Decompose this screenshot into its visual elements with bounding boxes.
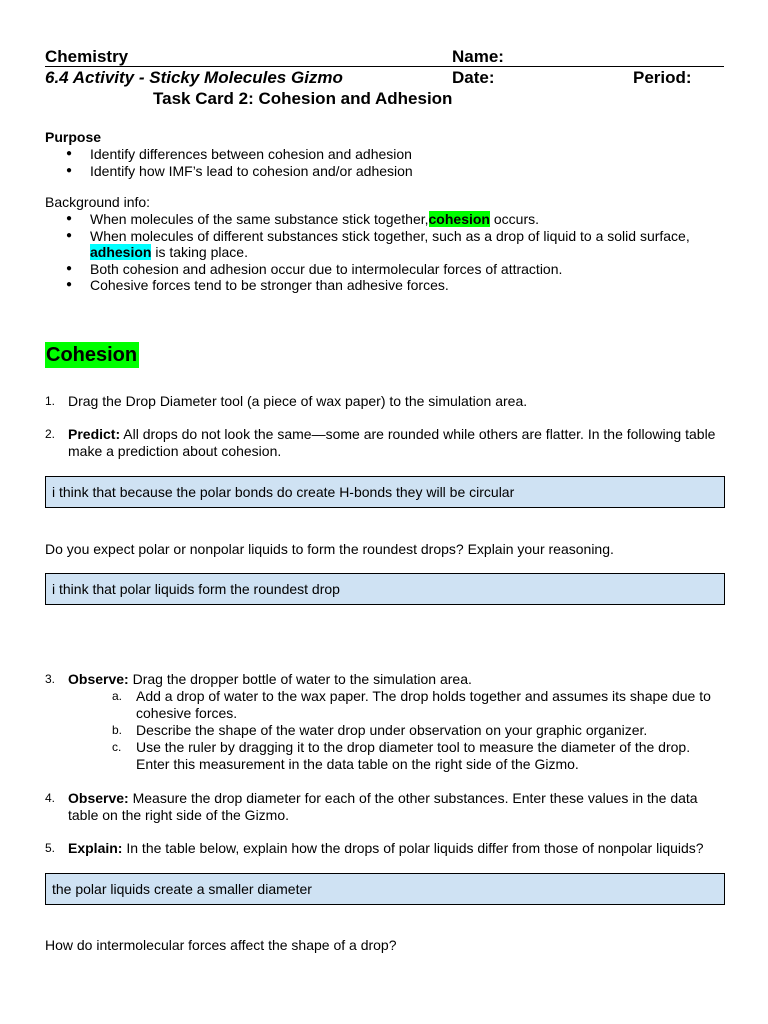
background-text: When molecules of the same substance stick together, <box>90 211 429 227</box>
background-item <box>45 211 725 228</box>
question-roundest-drops: Do you expect polar or nonpolar liquids to form the roundest drops? Explain your reasoning. <box>45 541 614 557</box>
step-label: Predict: <box>68 426 121 442</box>
step-3-sublist <box>112 688 724 773</box>
step-2 <box>45 426 725 460</box>
step-text: Drag the Drop Diameter tool (a piece of wax paper) to the simulation area. <box>68 393 528 409</box>
purpose-list <box>45 146 725 179</box>
background-text: When molecules of different substances stick together, such as a drop of liquid to a solid surface, <box>90 227 690 244</box>
answer-box-roundest[interactable]: i think that polar liquids form the roundest drop <box>45 573 725 605</box>
step-number: 4. <box>45 791 56 805</box>
step-number: 2. <box>45 427 56 441</box>
header-row <box>45 47 724 67</box>
step-text <box>68 790 725 824</box>
adhesion-highlight: adhesion <box>90 244 152 260</box>
period-label: Period: <box>633 68 692 87</box>
step-label: Observe: <box>68 790 129 806</box>
step-number: 1. <box>45 394 56 408</box>
background-list <box>45 211 725 294</box>
step-body: In the table below, explain how the drops of polar liquids differ from those of nonpolar liquids? <box>122 840 704 856</box>
sub-letter: a. <box>112 689 123 703</box>
step-number: 5. <box>45 841 56 855</box>
step-body: Drag the dropper bottle of water to the simulation area. <box>128 671 472 687</box>
background-item <box>45 228 725 261</box>
name-label: Name: <box>452 47 504 66</box>
step-text <box>68 840 725 857</box>
step-number: 3. <box>45 672 56 686</box>
background-text: is taking place. <box>151 244 248 260</box>
sub-item <box>112 688 724 722</box>
sub-letter: b. <box>112 723 123 737</box>
date-label: Date: <box>452 68 495 87</box>
step-label: Explain: <box>68 840 123 856</box>
answer-box-prediction[interactable]: i think that because the polar bonds do create H-bonds they will be circular <box>45 476 725 508</box>
step-text <box>68 426 725 460</box>
section-heading-cohesion: Cohesion <box>46 344 138 366</box>
sub-item <box>112 722 724 739</box>
sub-text: Use the ruler by dragging it to the drop diameter tool to measure the diameter of the drop. Enter this measurement in the data table on the right side of the Gizmo. <box>136 739 691 772</box>
step-5 <box>45 840 725 857</box>
step-body: All drops do not look the same—some are rounded while others are flatter. In the following table make a prediction about cohesion. <box>68 426 716 459</box>
cohesion-highlight: cohesion <box>428 211 490 227</box>
sub-text: Describe the shape of the water drop under observation on your graphic organizer. <box>136 722 648 738</box>
activity-title: 6.4 Activity - Sticky Molecules Gizmo <box>45 68 343 87</box>
step-text <box>68 671 725 688</box>
sub-item <box>112 739 724 773</box>
answer-box-explain[interactable]: the polar liquids create a smaller diameter <box>45 873 725 905</box>
task-title: Task Card 2: Cohesion and Adhesion <box>153 89 453 108</box>
purpose-item: ● Identify differences between cohesion and adhesion <box>45 146 725 163</box>
step-1 <box>45 393 725 410</box>
question-imf-shape: How do intermolecular forces affect the shape of a drop? <box>45 937 397 953</box>
background-heading: Background info: <box>45 194 151 210</box>
sub-text: Add a drop of water to the wax paper. The drop holds together and assumes its shape due to cohesive forces. <box>136 688 711 721</box>
background-text: occurs. <box>489 211 539 227</box>
step-body: Measure the drop diameter for each of the other substances. Enter these values in the data table on the right side of the Gizmo. <box>68 790 698 823</box>
purpose-item: ● Identify how IMF’s lead to cohesion and/or adhesion <box>45 163 725 180</box>
purpose-heading: Purpose <box>45 129 102 145</box>
sub-letter: c. <box>112 740 122 754</box>
background-item: ● Cohesive forces tend to be stronger than adhesive forces. <box>45 277 725 294</box>
background-item: ● Both cohesion and adhesion occur due to intermolecular forces of attraction. <box>45 261 725 278</box>
step-3 <box>45 671 725 688</box>
step-4 <box>45 790 725 824</box>
subject-label: Chemistry <box>45 47 129 66</box>
step-label: Observe: <box>68 671 129 687</box>
